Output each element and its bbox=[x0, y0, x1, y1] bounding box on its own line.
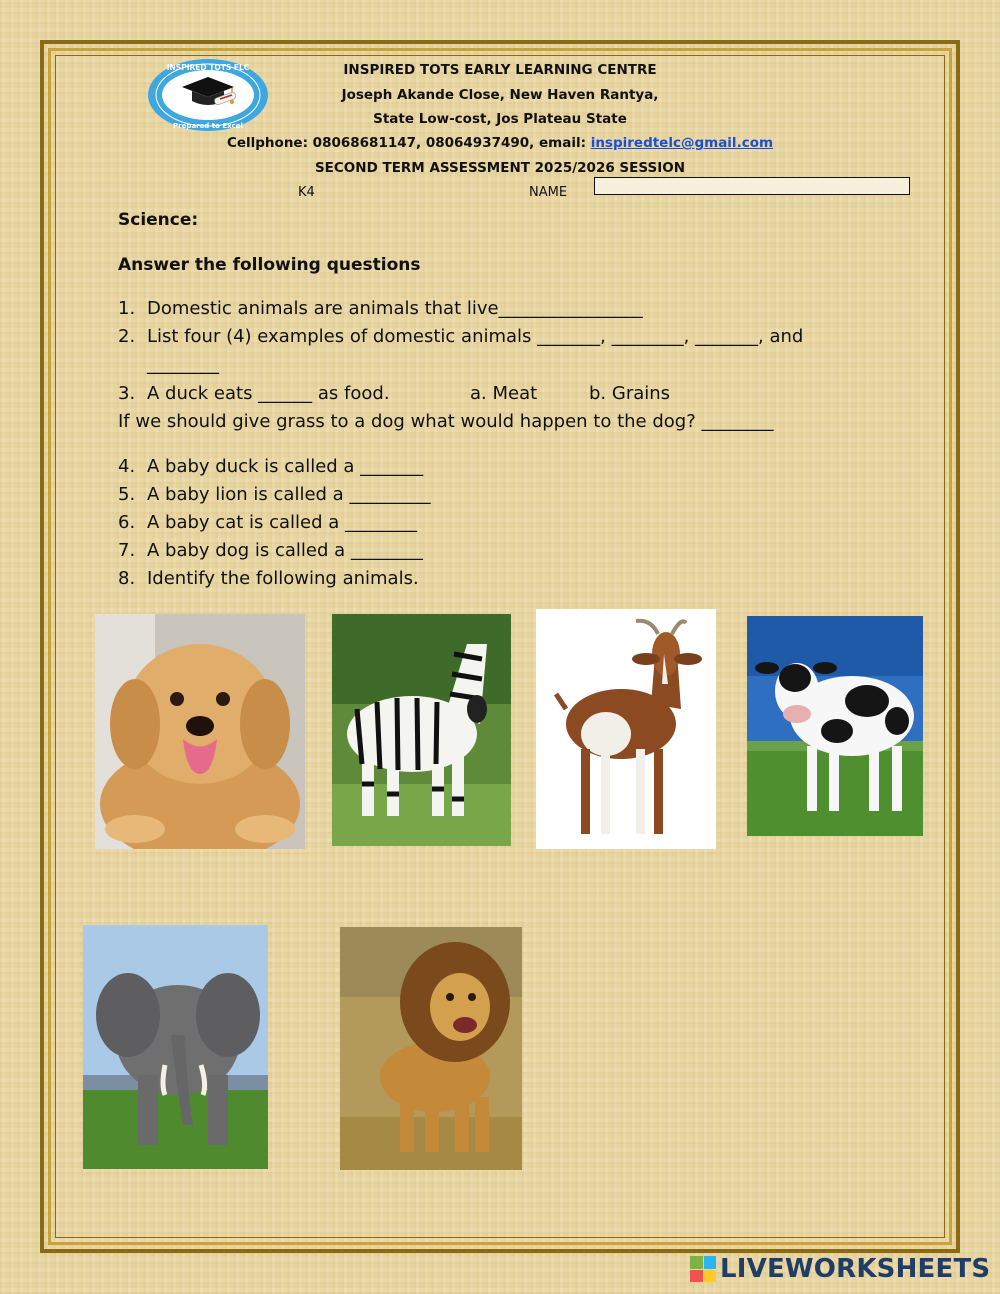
logo-bottom-text: Prepared to Excel bbox=[173, 122, 243, 130]
liveworksheets-brand: LIVEWORKSHEETS bbox=[720, 1254, 991, 1284]
puppy-photo bbox=[95, 614, 305, 849]
question-7: A baby dog is called a ________ bbox=[147, 540, 423, 561]
question-1: Domestic animals are animals that live________________ bbox=[147, 298, 643, 319]
contact-text: Cellphone: 08068681147, 08064937490, email: bbox=[226, 135, 591, 151]
instruction-heading: Answer the following questions bbox=[118, 255, 421, 275]
cow-photo bbox=[747, 616, 923, 836]
question-3: A duck eats ______ as food. bbox=[147, 383, 390, 404]
question-4-number: 4. bbox=[118, 456, 136, 477]
question-3-number: 3. bbox=[118, 383, 136, 404]
contact-line bbox=[200, 135, 800, 151]
question-8: Identify the following animals. bbox=[147, 568, 419, 589]
question-2-continued: ________ bbox=[147, 354, 219, 375]
elephant-photo bbox=[83, 925, 268, 1169]
name-label: NAME bbox=[529, 185, 568, 200]
liveworksheets-icon bbox=[690, 1256, 716, 1282]
question-5-number: 5. bbox=[118, 484, 136, 505]
question-5: A baby lion is called a _________ bbox=[147, 484, 431, 505]
class-label: K4 bbox=[298, 185, 315, 200]
address-line-2: State Low-cost, Jos Plateau State bbox=[373, 111, 627, 127]
email-link[interactable]: inspiredtelc@gmail.com bbox=[590, 135, 774, 151]
assessment-title: SECOND TERM ASSESSMENT 2025/2026 SESSION bbox=[314, 160, 686, 176]
school-name: INSPIRED TOTS EARLY LEARNING CENTRE bbox=[343, 62, 657, 78]
question-4: A baby duck is called a _______ bbox=[147, 456, 424, 477]
liveworksheets-logo bbox=[690, 1252, 990, 1286]
question-6: A baby cat is called a ________ bbox=[147, 512, 417, 533]
logo-top-text: INSPIRED TOTS ELC bbox=[166, 63, 250, 72]
address-line-1: Joseph Akande Close, New Haven Rantya, bbox=[341, 87, 659, 103]
lion-photo bbox=[340, 927, 522, 1170]
question-2: List four (4) examples of domestic animals _______, ________, _______, and bbox=[147, 326, 804, 347]
name-input[interactable] bbox=[594, 177, 910, 195]
zebra-photo bbox=[332, 614, 511, 846]
question-1-number: 1. bbox=[118, 298, 136, 319]
question-7-number: 7. bbox=[118, 540, 136, 561]
subject-heading: Science: bbox=[118, 210, 199, 230]
question-8-number: 8. bbox=[118, 568, 136, 589]
question-6-number: 6. bbox=[118, 512, 136, 533]
question-3-option-a: a. Meat bbox=[470, 383, 538, 404]
goat-photo bbox=[536, 609, 716, 849]
question-3-option-b: b. Grains bbox=[589, 383, 671, 404]
question-3-followup: If we should give grass to a dog what would happen to the dog? ________ bbox=[118, 411, 774, 432]
question-2-number: 2. bbox=[118, 326, 136, 347]
